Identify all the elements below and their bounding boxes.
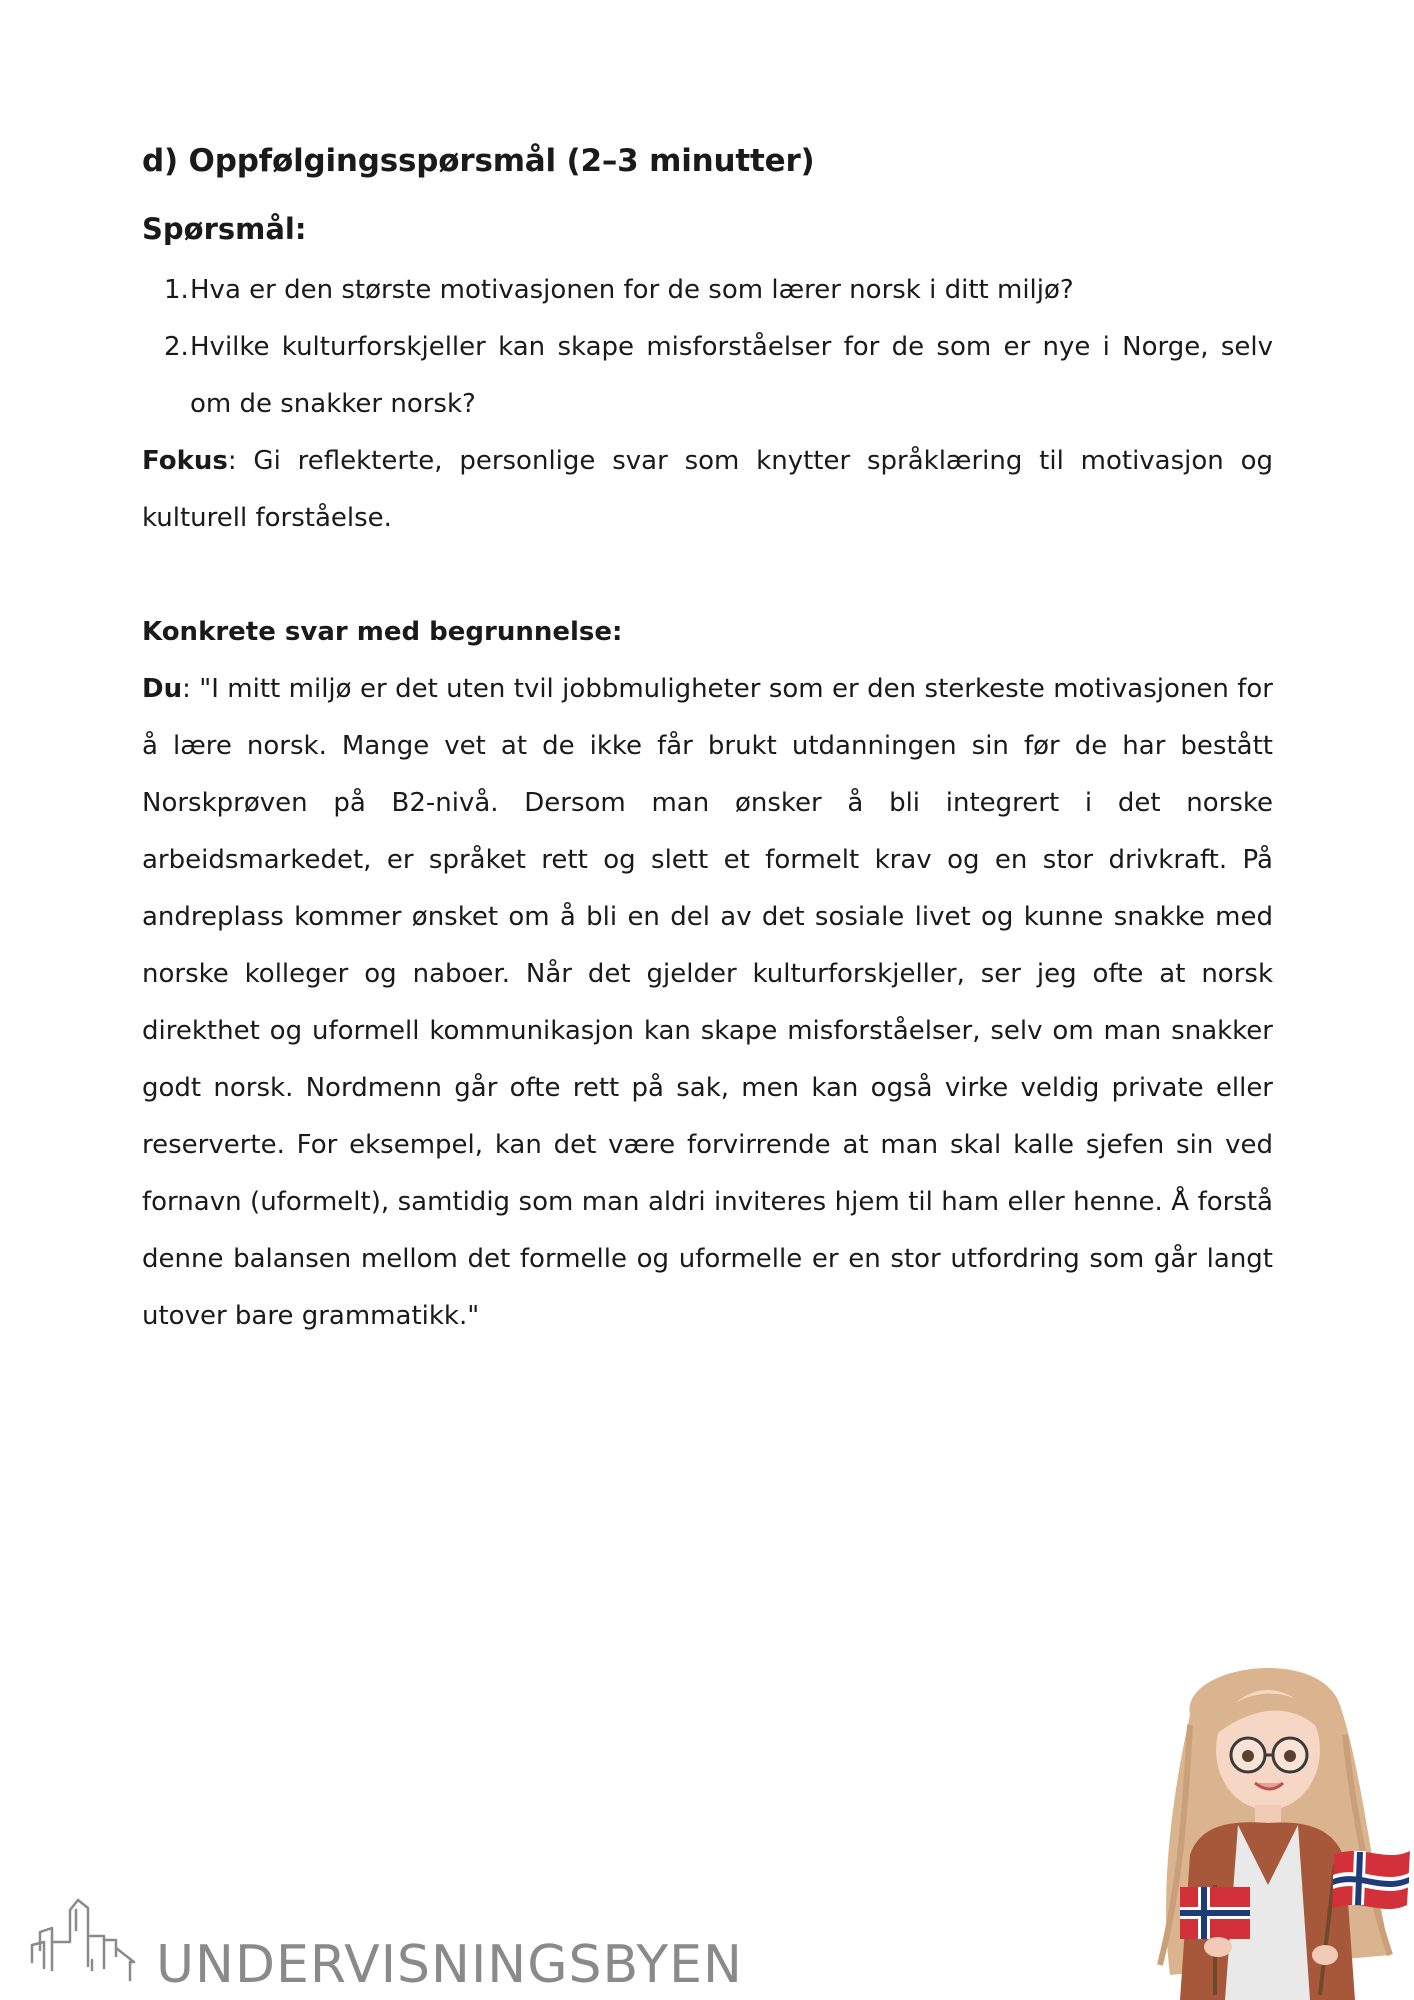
focus-text: : Gi reflekterte, personlige svar som knytter språklæring til motivasjon og kulturell forståelse.: [142, 446, 1273, 533]
list-number: 1.: [164, 275, 189, 305]
answer-paragraph: [142, 661, 1273, 1345]
list-number: 2.: [164, 332, 189, 362]
answer-heading: Konkrete svar med begrunnelse:: [142, 617, 623, 647]
questions-heading: Spørsmål:: [142, 212, 307, 246]
focus-label: Fokus: [142, 446, 228, 476]
focus-paragraph: [142, 433, 1273, 547]
document-page: [142, 138, 1273, 1345]
answer-text: : "I mitt miljø er det uten tvil jobbmuligheter som er den sterkeste motivasjonen for å lære norsk. Mange vet at de ikke får brukt utdanningen sin før de har bestått Norskprøven på B2-nivå. Dersom man ønsker å bli integrert i det norske arbeidsmarkedet, er språket rett og slett et formelt krav og en stor drivkraft. På andreplass kommer ønsket om å bli en del av det sosiale livet og kunne snakke med norske kolleger og naboer. Når det gjelder kulturforskjeller, ser jeg ofte at norsk direkthet og uformell kommunikasjon kan skape misforståelser, selv om man snakker godt norsk. Nordmenn går ofte rett på sak, men kan også virke veldig private eller reserverte. For eksempel, kan det være forvirrende at man skal kalle sjefen sin ved fornavn (uformelt), samtidig som man aldri inviteres hjem til ham eller henne. Å forstå denne balansen mellom det formelle og uformelle er en stor utfordring som går langt utover bare grammatikk.": [142, 674, 1273, 1331]
question-text: Hva er den største motivasjonen for de som lærer norsk i ditt miljø?: [190, 275, 1074, 305]
spacer: [142, 547, 1273, 604]
girl-with-flags-illustration: [1120, 1655, 1414, 2000]
list-item: [142, 262, 1273, 319]
answer-label: Du: [142, 674, 183, 704]
list-item: [142, 319, 1273, 433]
questions-list: [142, 262, 1273, 433]
question-text: Hvilke kulturforskjeller kan skape misforståelser for de som er nye i Norge, selv om de snakker norsk?: [190, 332, 1273, 419]
logo-wordmark: UNDERVISNINGSBYEN: [156, 1935, 743, 1995]
section-title: d) Oppfølgingsspørsmål (2–3 minutter): [142, 143, 815, 179]
